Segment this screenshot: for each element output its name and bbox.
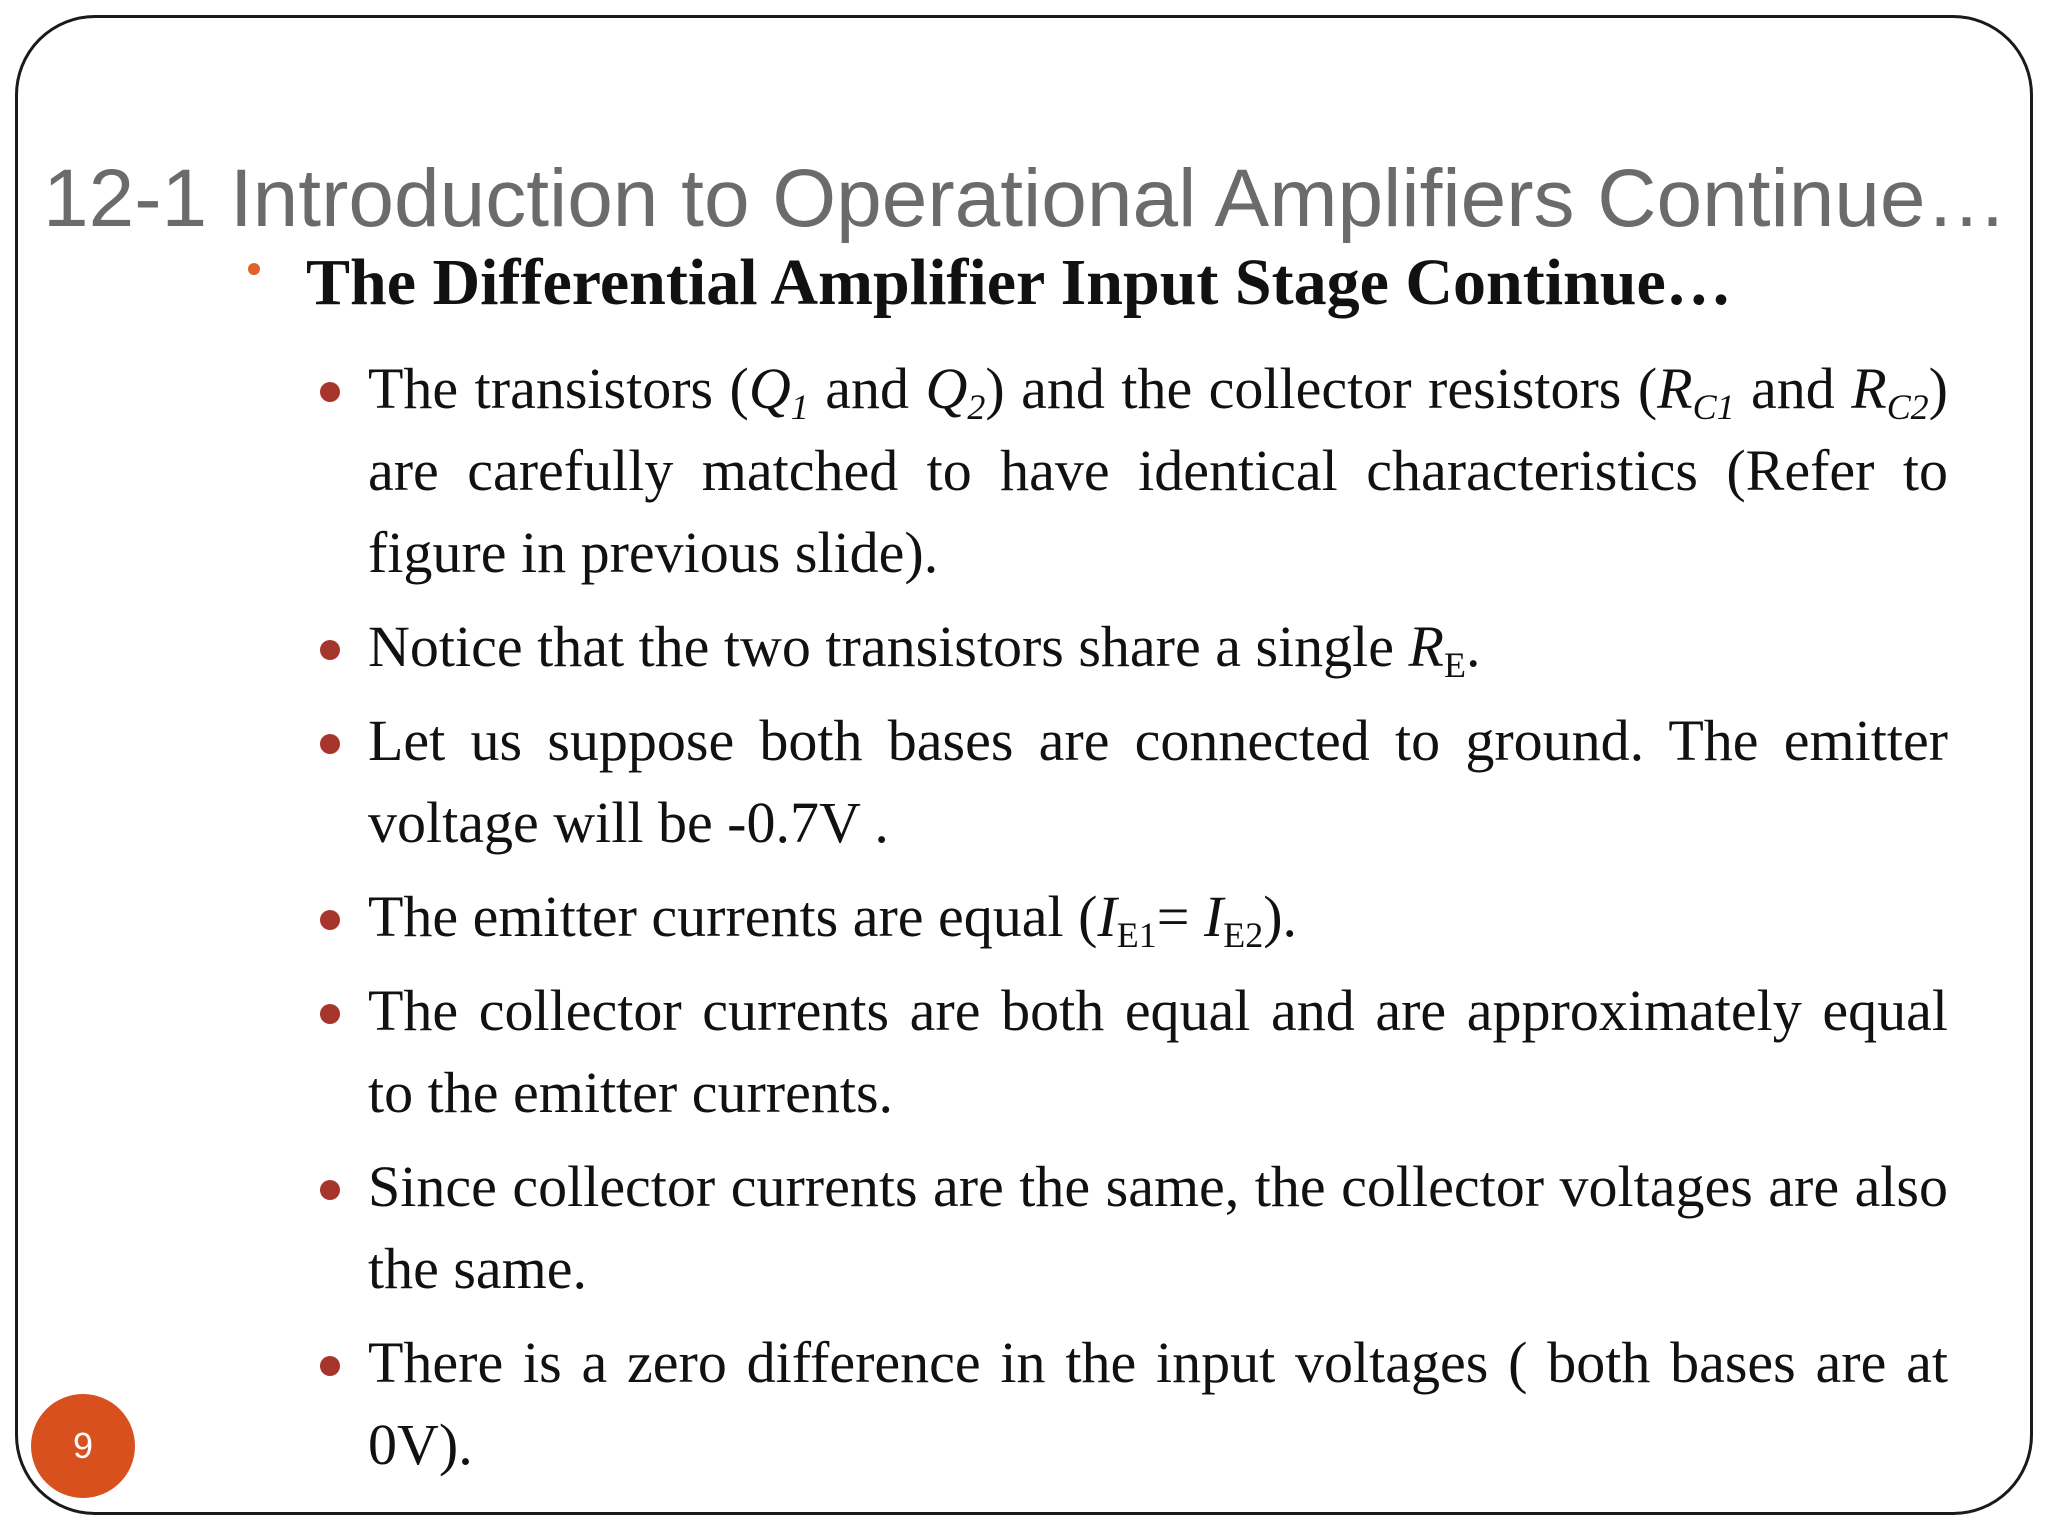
bullet-dot (320, 734, 340, 754)
main-bullet-dot (248, 263, 260, 275)
bullet-dot (320, 382, 340, 402)
bullet-text: Let us suppose both bases are connected to ground. The emitter voltage will be -0.7V . (368, 708, 1948, 855)
bullet-dot (320, 910, 340, 930)
bullet-text: = (1156, 884, 1204, 949)
section-heading: The Differential Amplifier Input Stage Continue… (306, 246, 1732, 319)
bullet-item-matching (368, 348, 1948, 594)
re-symbol: R (1408, 614, 1444, 679)
bullet-item-collector-voltages (368, 1146, 1948, 1310)
rc2-subscript: C2 (1886, 386, 1929, 427)
rc1-subscript: C1 (1692, 386, 1735, 427)
bullet-list (368, 348, 1948, 1498)
bullet-text: ) and the collector resistors ( (985, 356, 1658, 421)
bullet-text: and (1734, 356, 1852, 421)
rc2-symbol: R (1851, 356, 1887, 421)
bullet-item-emitter-currents (368, 876, 1948, 958)
bullet-text: . (1465, 614, 1481, 679)
bullet-dot (320, 640, 340, 660)
ie1-subscript: E1 (1116, 914, 1157, 955)
bullet-dot (320, 1356, 340, 1376)
bullet-text: and (808, 356, 926, 421)
slide-title: 12-1 Introduction to Operational Amplifiers Continue… (43, 153, 2008, 244)
q1-symbol: Q (748, 356, 791, 421)
bullet-text: The emitter currents are equal ( (368, 884, 1098, 949)
q1-subscript: 1 (790, 386, 809, 427)
bullet-text: There is a zero difference in the input voltages ( both bases are at 0V). (368, 1330, 1948, 1477)
bullet-item-shared-re (368, 606, 1948, 688)
bullet-text: ) are carefully matched to have identical characteristics (Refer to figure in previous slide). (368, 356, 1948, 585)
bullet-text: Since collector currents are the same, the collector voltages are also the same. (368, 1154, 1948, 1301)
bullet-dot (320, 1004, 340, 1024)
bullet-dot (320, 1180, 340, 1200)
ie2-symbol: I (1203, 884, 1224, 949)
slide-frame (15, 15, 2033, 1515)
bullet-item-collector-currents (368, 970, 1948, 1134)
q2-subscript: 2 (967, 386, 986, 427)
bullet-item-zero-difference (368, 1322, 1948, 1486)
rc1-symbol: R (1657, 356, 1693, 421)
bullet-text: The transistors ( (368, 356, 749, 421)
bullet-text: Notice that the two transistors share a single (368, 614, 1409, 679)
page-number: 9 (72, 1425, 94, 1466)
bullet-item-grounded-bases (368, 700, 1948, 864)
ie2-subscript: E2 (1223, 914, 1264, 955)
bullet-text: ). (1263, 884, 1298, 949)
q2-symbol: Q (925, 356, 968, 421)
page-number-badge (31, 1394, 135, 1498)
ie1-symbol: I (1097, 884, 1117, 949)
re-subscript: E (1443, 644, 1466, 685)
bullet-text: The collector currents are both equal and are approximately equal to the emitter currents. (368, 978, 1948, 1125)
